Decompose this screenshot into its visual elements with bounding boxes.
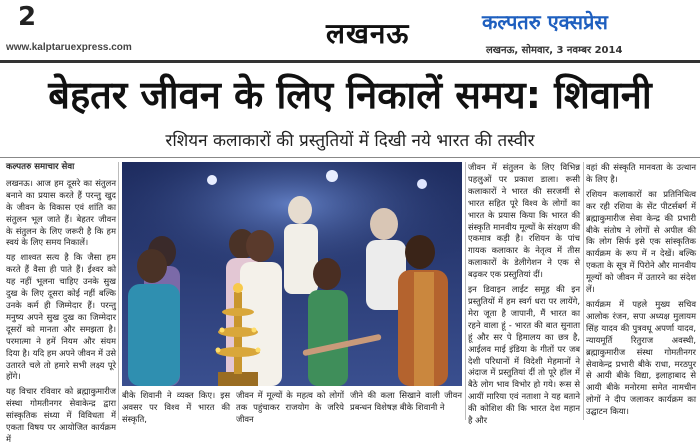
byline: कल्पतरु समाचार सेवा — [6, 162, 75, 172]
article-column-1 — [6, 162, 116, 444]
page-number: 2 — [18, 2, 37, 32]
photo-adjacent-text-a: बीके शिवानी ने व्यक्त किए। इस अवसर पर विश्व में भारत की संस्कृति, — [122, 390, 230, 424]
masthead-rule — [0, 60, 700, 63]
paragraph: लखनऊ। आज हम दूसरे का संतुलन बनाने का प्रयास करते हैं परन्तु खुद के जीवन के विकास एवं शांति का संतुलन भूल जाते हैं। बेहतर जीवन के संतुलन के लिए जरूरी है कि हम स्वयं के लिए समय निकालें। — [6, 177, 116, 248]
article-column-4 — [468, 162, 580, 426]
paragraph: कार्यक्रम में पहले मुख्य सचिव आलोक रंजन, सपा अध्यक्ष मुलायम सिंह यादव की पुत्रवधू अपर्णा यादव, न्यायमूर्ति रितुराज अवस्थी, ब्रह्माकुमारीज संस्था गोमतीनगर सेवाकेन्द्र प्रभारी बीके राधा, मरठपुर से आयी बीके विद्या, इलाहाबाद से आयी बीके मनोरमा समेत नामचीन लोगों ने दीप जलाकर कार्यक्रम का उद्घाटन किया। — [586, 298, 696, 417]
city-section-title: लखनऊ — [326, 17, 410, 50]
paragraph: रशियन कलाकारों का प्रतिनिधित्व कर रही रशिया के सेंट पीटर्सबर्ग में ब्रह्माकुमारीज सेवा केन्द्र की प्रभारी बीके संतोष ने लोगों से अपील की कि लोग सिर्फ इसे एक सांस्कृतिक कार्यक्रम के रूप में न देखें। बल्कि एकता के सूत्र में पिरोने और मानवीय मूल्यों को जीवन में उतारने का संदेश लें। — [586, 188, 696, 295]
subheadline: रशियन कलाकारों की प्रस्तुतियों में दिखी नये भारत की तस्वीर — [165, 131, 535, 151]
paragraph: जीवन में संतुलन के लिए विभिन्न पहलुओं पर प्रकाश डाला। रूसी कलाकारों ने भारत की सरजमीं से भारत सहित पूरे विश्व के लोगों का भारत के प्रयास किया कि भारत की संस्कृति मानवीय मूल्यों के संरक्षण की एकमात्र कड़ी है। रशियन के पांच गायक कलाकार के नेतृत्व में तीस कलाकारों के डेलीगेशन ने एक से बढ़कर एक प्रस्तुतियां दीं। — [468, 162, 580, 280]
event-photo-illustration — [122, 162, 462, 386]
headline: बेहतर जीवन के लिए निकालें समय: शिवानी — [48, 73, 652, 117]
paragraph: वहां की संस्कृति मानवता के उत्थान के लिए है। — [586, 162, 696, 184]
event-photo — [122, 162, 462, 386]
column-divider — [118, 162, 119, 420]
photo-adjacent-text-c: जीने की कला सिखाने वाली जीवन प्रबन्धन विशेषज्ञ बीके शिवानी ने — [350, 390, 462, 412]
paragraph: इन डिवाइन लाईट समूह की इन प्रस्तुतियों में हम स्वर्ग धरा पर लायेंगे, मेरा जूता है जापानी, मैं भारत का रहने वाला हूं - भारत की बात सुनाता हूं और सर पे हिमालय का छत्र है, आईलव माई इंडिया के गीतों पर जब देशी परिधानों में विदेशी मेहमानों ने अंदाज में प्रस्तुतियां दीं तो पूरे हॉल में बैठे लोग भाव विभोर हो गये। रूस से आयीं मारिया एवं नताशा ने यह बताने की कोशिश की कि भारत देश महान है और — [468, 284, 580, 426]
photo-adjacent-text-b: जीवन में मूल्यों के महत्व को लोगों तक पहुंचाकर राजयोग के जरिये जीवन — [236, 390, 344, 424]
website-url: www.kalptaruexpress.com — [6, 42, 132, 53]
dateline: लखनऊ, सोमवार, 3 नवम्बर 2014 — [486, 45, 623, 56]
masthead — [0, 0, 700, 62]
paragraph: यह शाश्वत सत्य है कि जैसा हम करते हैं वैसा ही पाते हैं। ईश्वर को यह नहीं भूलना चाहिए उनके सुख दुख के लिए दूसरा कोई नहीं बल्कि उनके कर्म ही जिम्मेदार हैं। परन्तु मनुष्य अपने सुख दुख का जिम्मेदार दूसरों को मानता और समझता है। परमात्मा ने हमें नियम और संयम दिया है। यदि हम अपने जीवन में उसे उतारते चले तो हमारे सभी लक्ष्य पूरे होंगे। — [6, 252, 116, 382]
newspaper-brand: कल्पतरु एक्सप्रेस — [482, 10, 608, 34]
paragraph: यह विचार रविवार को ब्रह्माकुमारीज संस्था गोमतीनगर सेवाकेन्द्र द्वारा सांस्कृतिक संध्या में विविधता में एकता विषय पर आयोजित कार्यक्रम में — [6, 386, 116, 444]
article-column-5 — [586, 162, 696, 420]
headline-rule — [0, 157, 700, 158]
column-divider — [465, 162, 466, 420]
column-divider — [583, 162, 584, 420]
